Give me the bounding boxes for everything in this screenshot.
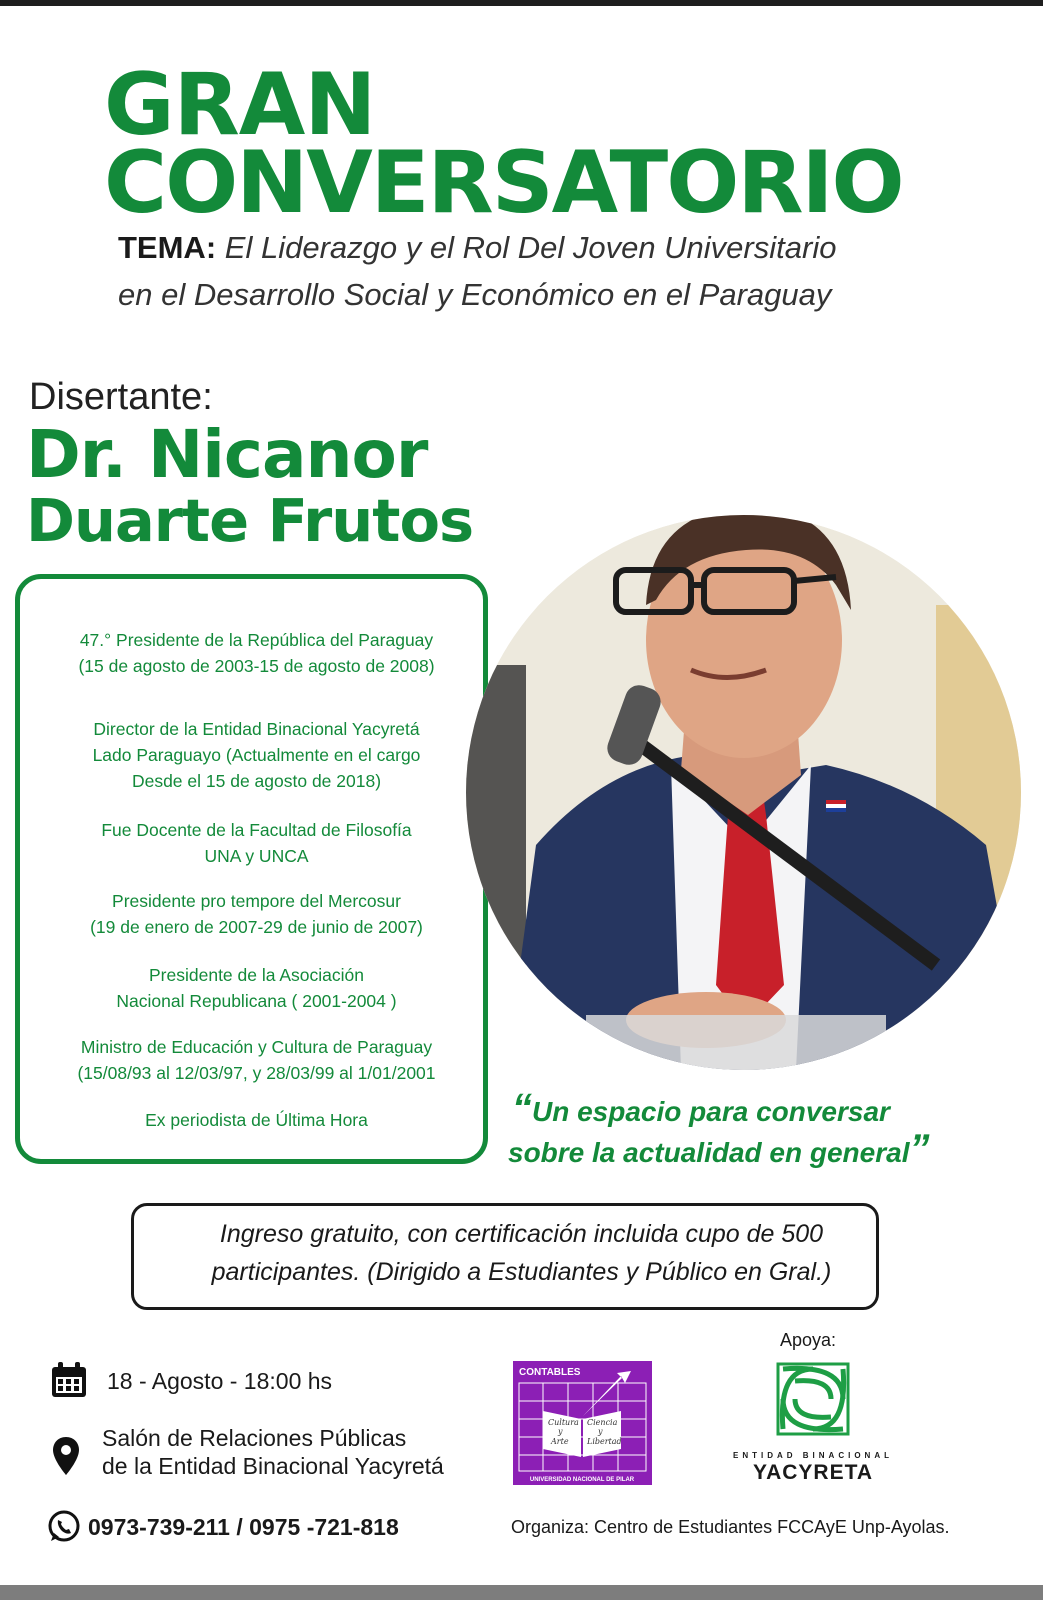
whatsapp-icon xyxy=(47,1510,81,1544)
location-pin-icon xyxy=(52,1436,80,1476)
contables-logo-graphic xyxy=(513,1361,652,1485)
yacyreta-logo xyxy=(718,1362,908,1482)
title-line-1: GRAN xyxy=(104,55,376,155)
speaker-name-line-2: Duarte Frutos xyxy=(26,486,474,555)
disertante-label: Disertante: xyxy=(29,376,213,418)
top-border xyxy=(0,0,1043,6)
speaker-name-line-1: Dr. Nicanor xyxy=(26,416,428,493)
speaker-illustration xyxy=(466,515,1021,1070)
svg-text:y: y xyxy=(558,1427,563,1436)
event-date: 18 - Agosto - 18:00 hs xyxy=(107,1368,333,1394)
yacyreta-logo-graphic xyxy=(718,1362,908,1482)
open-quote-icon: “ xyxy=(512,1086,532,1130)
contables-university: UNIVERSIDAD NACIONAL DE PILAR xyxy=(529,1477,635,1483)
venue-line-1: Salón de Relaciones Públicas xyxy=(102,1425,407,1451)
contables-title: CONTABLES xyxy=(519,1367,581,1378)
ingreso-line-1: Ingreso gratuito, con certificación incluida cupo de 500 xyxy=(219,1220,824,1248)
tema-text-2: en el Desarrollo Social y Económico en el Paraguay xyxy=(118,277,832,312)
bio-item: 47.° Presidente de la República del Paraguay (15 de agosto de 2003-15 de agosto de 2008) xyxy=(78,630,435,676)
phone-numbers: 0973-739-211 / 0975 -721-818 xyxy=(88,1514,399,1540)
tema-text-1: El Liderazgo y el Rol Del Joven Universitario xyxy=(224,230,837,265)
quote-line-1: “Un espacio para conversar xyxy=(512,1086,890,1130)
svg-text:y: y xyxy=(598,1427,603,1436)
tema-line-1 xyxy=(118,232,836,263)
ingreso-line-2: participantes. (Dirigido a Estudiantes y Público en Gral.) xyxy=(211,1258,832,1286)
svg-text:Cultura: Cultura xyxy=(548,1418,579,1427)
title-line-2: CONVERSATORIO xyxy=(104,133,903,233)
organizer-text: Organiza: Centro de Estudiantes FCCAyE Unp-Ayolas. xyxy=(511,1517,950,1537)
yacyreta-name: YACYRETA xyxy=(752,1461,874,1482)
svg-text:Ciencia: Ciencia xyxy=(587,1418,618,1427)
speaker-photo xyxy=(466,515,1021,1070)
bio-item: Presidente de la Asociación Nacional Republicana ( 2001-2004 ) xyxy=(116,965,397,1011)
bio-item: Ex periodista de Última Hora xyxy=(145,1110,368,1130)
contables-logo xyxy=(513,1361,652,1485)
tema-line-2 xyxy=(118,279,831,310)
svg-text:Arte: Arte xyxy=(551,1437,569,1446)
bio-item: Ministro de Educación y Cultura de Paraguay (15/08/93 al 12/03/97, y 28/03/99 al 1/01/2001 xyxy=(77,1037,436,1083)
quote-line-2: sobre la actualidad en general” xyxy=(508,1127,930,1171)
tema-label: TEMA: xyxy=(118,230,217,265)
calendar-icon xyxy=(50,1361,88,1399)
svg-text:Libertad: Libertad xyxy=(587,1437,622,1446)
yacyreta-subtitle: ENTIDAD BINACIONAL xyxy=(733,1451,893,1460)
support-label: Apoya: xyxy=(780,1330,837,1350)
venue-line-2: de la Entidad Binacional Yacyretá xyxy=(102,1453,444,1479)
bio-item: Presidente pro tempore del Mercosur (19 de enero de 2007-29 de junio de 2007) xyxy=(90,891,423,937)
bio-item: Fue Docente de la Facultad de Filosofía UNA y UNCA xyxy=(101,820,412,866)
close-quote-icon: ” xyxy=(909,1127,930,1171)
bio-item: Director de la Entidad Binacional Yacyretá Lado Paraguayo (Actualmente en el cargo Desde el 15 de agosto de 2018) xyxy=(92,719,421,791)
bottom-border xyxy=(0,1585,1043,1600)
